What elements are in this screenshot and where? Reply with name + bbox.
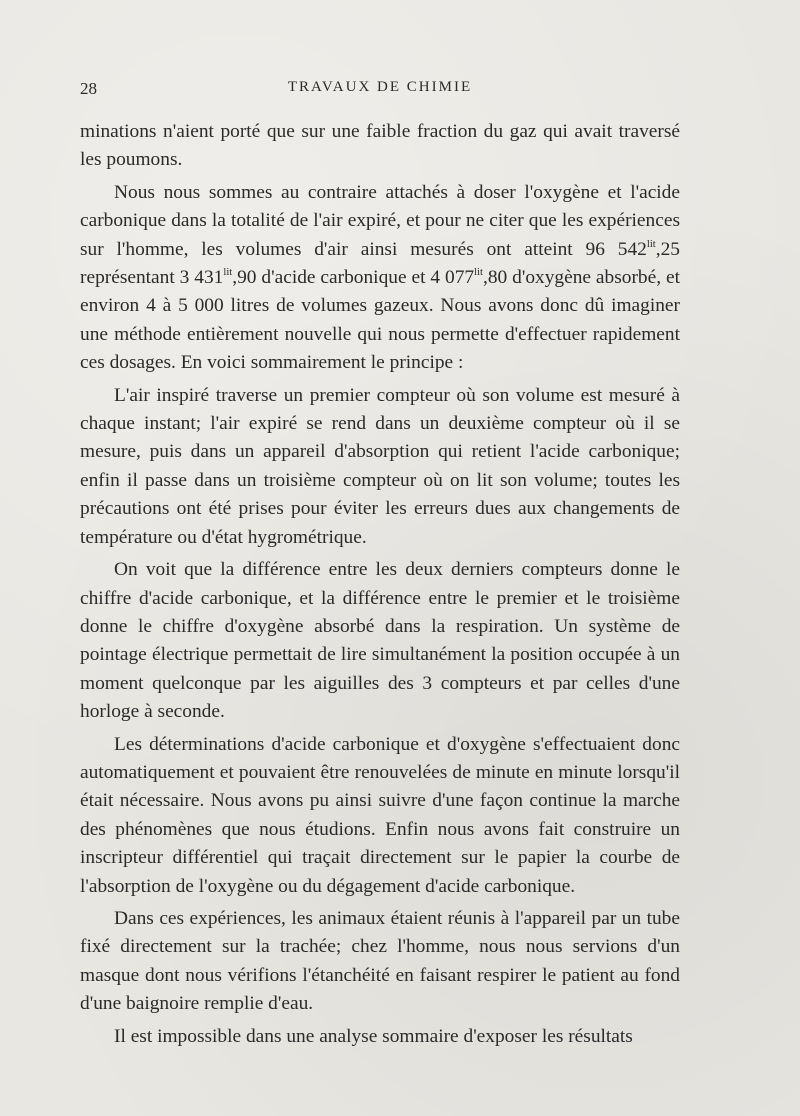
paragraph-6: Dans ces expériences, les animaux étaient réunis à l'appareil par un tube fixé directement sur la trachée; chez l'homme, nous nous servions d'un masque dont nous vérifions l'étanchéité en faisant respirer le patient au fond d'une baignoire remplie d'eau. <box>80 907 680 1015</box>
paragraph-3: L'air inspiré traverse un premier compteur où son volume est mesuré à chaque instant; l'air expiré se rend dans un deuxième compteur où il se mesure, puis dans un appareil d'absorption qui retient l'acide carbonique; enfin il passe dans un troisième compteur où on lit son volume; toutes les précautions ont été prises pour éviter les erreurs dues aux changements de température ou d'état hygrométrique. <box>80 384 680 548</box>
liter-superscript-2: lit <box>223 266 233 279</box>
paragraph-2-part-2: ,25 représentant 3 431 <box>80 238 680 289</box>
paragraph-5: Les déterminations d'acide carbonique et d'oxygène s'effectuaient donc automatiquement et pouvaient être renouvelées de minute en minute lorsqu'il était nécessaire. Nous avons pu ainsi suivre d'une façon continue la marche des phénomènes que nous étudions. Enfin nous avons fait construire un inscripteur différentiel qui traçait directement sur le papier la courbe de l'absorption de l'oxygène ou du dégagement d'acide carbonique. <box>80 733 680 897</box>
liter-superscript-3: lit <box>474 266 483 279</box>
paragraph-2 <box>80 179 680 378</box>
body-text <box>80 118 680 1051</box>
paragraph-1: minations n'aient porté que sur une faible fraction du gaz qui avait traversé les poumons. <box>80 121 680 171</box>
paragraph-2-part-1: Nous nous sommes au contraire attachés à doser l'oxygène et l'acide carbonique dans la totalité de l'air expiré, et pour ne citer que les expériences sur l'homme, les volumes d'air ainsi mesurés ont atteint 96 542 <box>80 181 680 260</box>
page-number: 28 <box>80 79 97 98</box>
liter-superscript-1: lit <box>646 237 656 250</box>
running-title: TRAVAUX DE CHIMIE <box>287 79 473 95</box>
paragraph-2-part-4: ,80 d'oxygène absorbé, et environ 4 à 5 000 litres de volumes gazeux. Nous avons donc dû imaginer une méthode entièrement nouvelle qui nous permette d'effectuer rapidement ces dosages. En voici sommairement le principe : <box>80 267 680 374</box>
page-header <box>80 79 680 103</box>
paragraph-4: On voit que la différence entre les deux derniers compteurs donne le chiffre d'acide carbonique, et la différence entre le premier et le troisième donne le chiffre d'oxygène absorbé dans la respiration. Un système de pointage électrique permettait de lire simultanément la position occupée à un moment quelconque par les aiguilles des 3 compteurs et par celles d'une horloge à seconde. <box>80 559 680 723</box>
paragraph-7: Il est impossible dans une analyse sommaire d'exposer les résultats <box>114 1025 633 1047</box>
paragraph-2-part-3: ,90 d'acide carbonique et 4 077 <box>232 267 475 289</box>
